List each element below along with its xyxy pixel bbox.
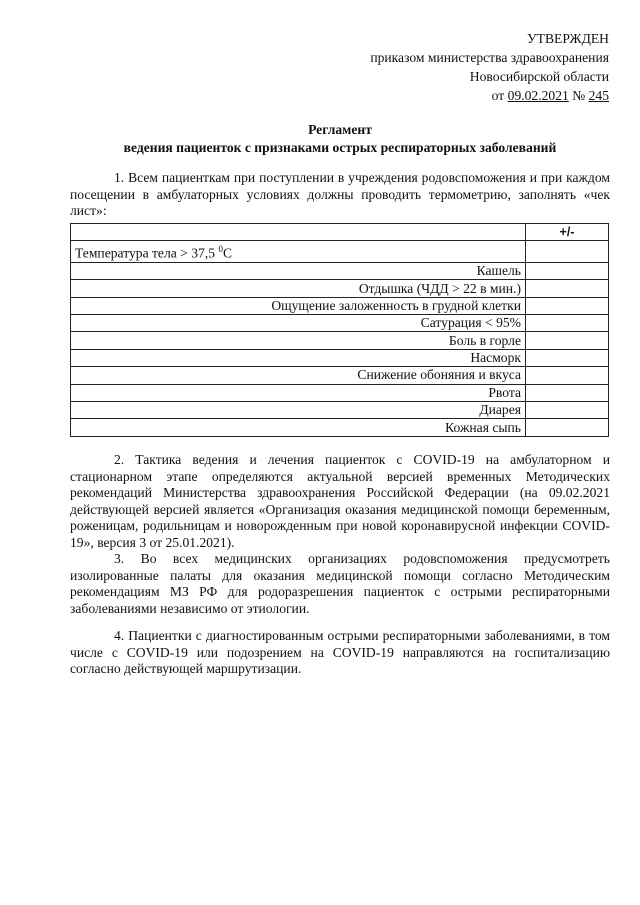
checklist-symptom: Кожная сыпь: [71, 419, 526, 436]
checklist-row: [71, 332, 609, 349]
paragraph-1-text: 1. Всем пациенткам при поступлении в учреждения родовспоможения и при каждом посещении в амбулаторных условиях должны проводить термометрию, заполнять «чек лист»:: [70, 170, 610, 218]
checklist-symptom: Кашель: [71, 262, 526, 279]
checklist-symptom: Снижение обоняния и вкуса: [71, 367, 526, 384]
checklist-mark-cell: [526, 315, 609, 332]
checklist-symptom: Диарея: [71, 402, 526, 419]
paragraph-1: [70, 170, 610, 220]
checklist-mark-cell: [526, 384, 609, 401]
checklist-header-row: [71, 224, 609, 241]
checklist-temperature-label: [71, 241, 526, 263]
checklist-row: [71, 349, 609, 366]
approval-date-prefix: от: [491, 88, 505, 103]
document-title: [70, 121, 610, 157]
checklist-mark-cell: [526, 349, 609, 366]
approval-region: Новосибирской области: [469, 69, 609, 84]
checklist-row-temperature: [71, 241, 609, 263]
paragraph-3: [70, 551, 610, 617]
checklist-row: [71, 367, 609, 384]
title-line-2: ведения пациенток с признаками острых респираторных заболеваний: [123, 140, 557, 155]
title-line-1: Регламент: [308, 122, 372, 137]
checklist-row: [71, 280, 609, 297]
checklist-mark-cell: [526, 262, 609, 279]
checklist-symptom: Рвота: [71, 384, 526, 401]
paragraph-3-text: 3. Во всех медицинских организациях родовспоможения предусмотреть изолированные палаты для оказания медицинской помощи согласно Методическим рекомендациям МЗ РФ для родоразрешения пациенток с острыми респираторными заболеваниями независимо от этиологии.: [70, 551, 610, 616]
paragraph-4: [70, 628, 610, 678]
checklist-row: [71, 402, 609, 419]
checklist-row: [71, 384, 609, 401]
checklist-row: [71, 262, 609, 279]
symptom-checklist-table: [70, 223, 609, 437]
checklist-mark-cell: [526, 402, 609, 419]
checklist-mark-cell: [526, 297, 609, 314]
checklist-row: [71, 297, 609, 314]
checklist-symptom: Боль в горле: [71, 332, 526, 349]
paragraph-2: [70, 452, 610, 551]
temperature-text: Температура тела > 37,5: [75, 245, 219, 261]
approval-number: 245: [588, 88, 609, 103]
checklist-symptom: Сатурация < 95%: [71, 315, 526, 332]
approval-title: УТВЕРЖДЕН: [527, 31, 609, 46]
checklist-header-empty: [71, 224, 526, 241]
approval-order-line: [370, 86, 609, 105]
checklist-mark-cell: [526, 241, 609, 263]
checklist-mark-header: +/-: [526, 224, 609, 241]
checklist-mark-cell: [526, 332, 609, 349]
approval-number-sign: №: [572, 88, 586, 103]
checklist-mark-cell: [526, 280, 609, 297]
checklist-symptom: Отдышка (ЧДД > 22 в мин.): [71, 280, 526, 297]
paragraph-2-text: 2. Тактика ведения и лечения пациенток с COVID-19 на амбулаторном и стационарном этапе определяются актуальной версией временных Методических рекомендаций Министерства здравоохранения Российской Федерации (на 09.02.2021 действующей версией является «Организация оказания медицинской помощи беременным, роженицам, родильницам и новорожденным при новой коронавирусной инфекции COVID-19», версия 3 от 25.01.2021).: [70, 452, 610, 550]
checklist-symptom: Ощущение заложенность в грудной клетки: [71, 297, 526, 314]
checklist-symptom: Насморк: [71, 349, 526, 366]
checklist-row: [71, 419, 609, 436]
checklist-mark-cell: [526, 419, 609, 436]
approval-issuer: приказом министерства здравоохранения: [370, 50, 609, 65]
approval-date: 09.02.2021: [507, 88, 569, 103]
checklist-mark-cell: [526, 367, 609, 384]
degree-superscript: 0: [218, 244, 223, 255]
checklist-row: [71, 315, 609, 332]
paragraph-4-text: 4. Пациентки с диагностированным острыми респираторными заболеваниями, в том числе с COVID-19 или подозрением на COVID-19 направляются на госпитализацию согласно действующей маршрутизации.: [70, 628, 610, 676]
temperature-unit: С: [222, 245, 233, 261]
approval-stamp: [370, 29, 609, 105]
